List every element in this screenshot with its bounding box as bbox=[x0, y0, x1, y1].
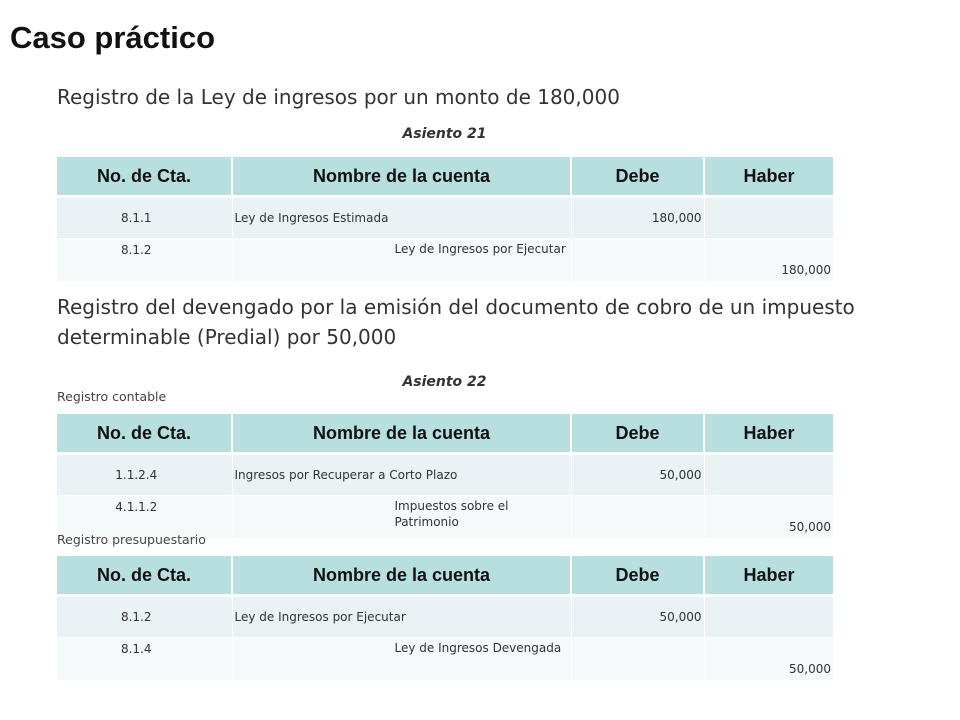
table-row bbox=[57, 239, 833, 282]
cell-haber bbox=[704, 596, 833, 638]
header-haber: Haber bbox=[704, 414, 833, 454]
ledger-table-registro-presupuestario bbox=[57, 556, 833, 680]
cell-debe: 180,000 bbox=[571, 197, 704, 239]
header-cta: No. de Cta. bbox=[57, 414, 232, 454]
asiento-21-label: Asiento 21 bbox=[402, 126, 487, 142]
header-nombre: Nombre de la cuenta bbox=[232, 556, 571, 596]
asiento-22-label: Asiento 22 bbox=[402, 374, 487, 390]
cell-cta: 1.1.2.4 bbox=[57, 454, 232, 496]
cell-nombre: Ley de Ingresos por Ejecutar bbox=[232, 239, 571, 282]
header-nombre: Nombre de la cuenta bbox=[232, 157, 571, 197]
page-title: Caso práctico bbox=[10, 20, 216, 55]
ledger-table-registro-contable bbox=[57, 414, 833, 538]
paragraph-ley-ingresos: Registro de la Ley de ingresos por un monto de 180,000 bbox=[57, 85, 620, 109]
cell-nombre: Ingresos por Recuperar a Corto Plazo bbox=[232, 454, 571, 496]
table-row bbox=[57, 596, 833, 638]
cell-debe bbox=[571, 496, 704, 539]
cell-nombre: Ley de Ingresos Estimada bbox=[232, 197, 571, 239]
header-debe: Debe bbox=[571, 556, 704, 596]
cell-haber: 50,000 bbox=[704, 496, 833, 539]
cell-cta: 4.1.1.2 bbox=[57, 496, 232, 539]
cell-nombre: Ley de Ingresos Devengada bbox=[232, 638, 571, 681]
ledger-table-asiento-21 bbox=[57, 157, 833, 281]
header-cta: No. de Cta. bbox=[57, 157, 232, 197]
header-debe: Debe bbox=[571, 414, 704, 454]
cell-cta: 8.1.2 bbox=[57, 239, 232, 282]
cell-debe: 50,000 bbox=[571, 596, 704, 638]
table-header-row bbox=[57, 414, 833, 454]
cell-debe bbox=[571, 239, 704, 282]
cell-cta: 8.1.4 bbox=[57, 638, 232, 681]
header-debe: Debe bbox=[571, 157, 704, 197]
paragraph-devengado: Registro del devengado por la emisión del documento de cobro de un impuesto determinable (Predial) por 50,000 bbox=[57, 295, 855, 349]
registro-contable-label: Registro contable bbox=[57, 389, 167, 404]
cell-cta: 8.1.2 bbox=[57, 596, 232, 638]
table-row bbox=[57, 454, 833, 496]
cell-debe bbox=[571, 638, 704, 681]
table-row bbox=[57, 638, 833, 681]
header-nombre: Nombre de la cuenta bbox=[232, 414, 571, 454]
header-cta: No. de Cta. bbox=[57, 556, 232, 596]
cell-haber: 50,000 bbox=[704, 638, 833, 681]
cell-haber: 180,000 bbox=[704, 239, 833, 282]
cell-nombre: Impuestos sobre el Patrimonio bbox=[232, 496, 571, 539]
table-header-row bbox=[57, 157, 833, 197]
header-haber: Haber bbox=[704, 157, 833, 197]
cell-haber bbox=[704, 197, 833, 239]
registro-presupuestario-label: Registro presupuestario bbox=[57, 532, 206, 547]
table-header-row bbox=[57, 556, 833, 596]
cell-haber bbox=[704, 454, 833, 496]
cell-nombre: Ley de Ingresos por Ejecutar bbox=[232, 596, 571, 638]
table-row bbox=[57, 197, 833, 239]
cell-debe: 50,000 bbox=[571, 454, 704, 496]
header-haber: Haber bbox=[704, 556, 833, 596]
cell-cta: 8.1.1 bbox=[57, 197, 232, 239]
